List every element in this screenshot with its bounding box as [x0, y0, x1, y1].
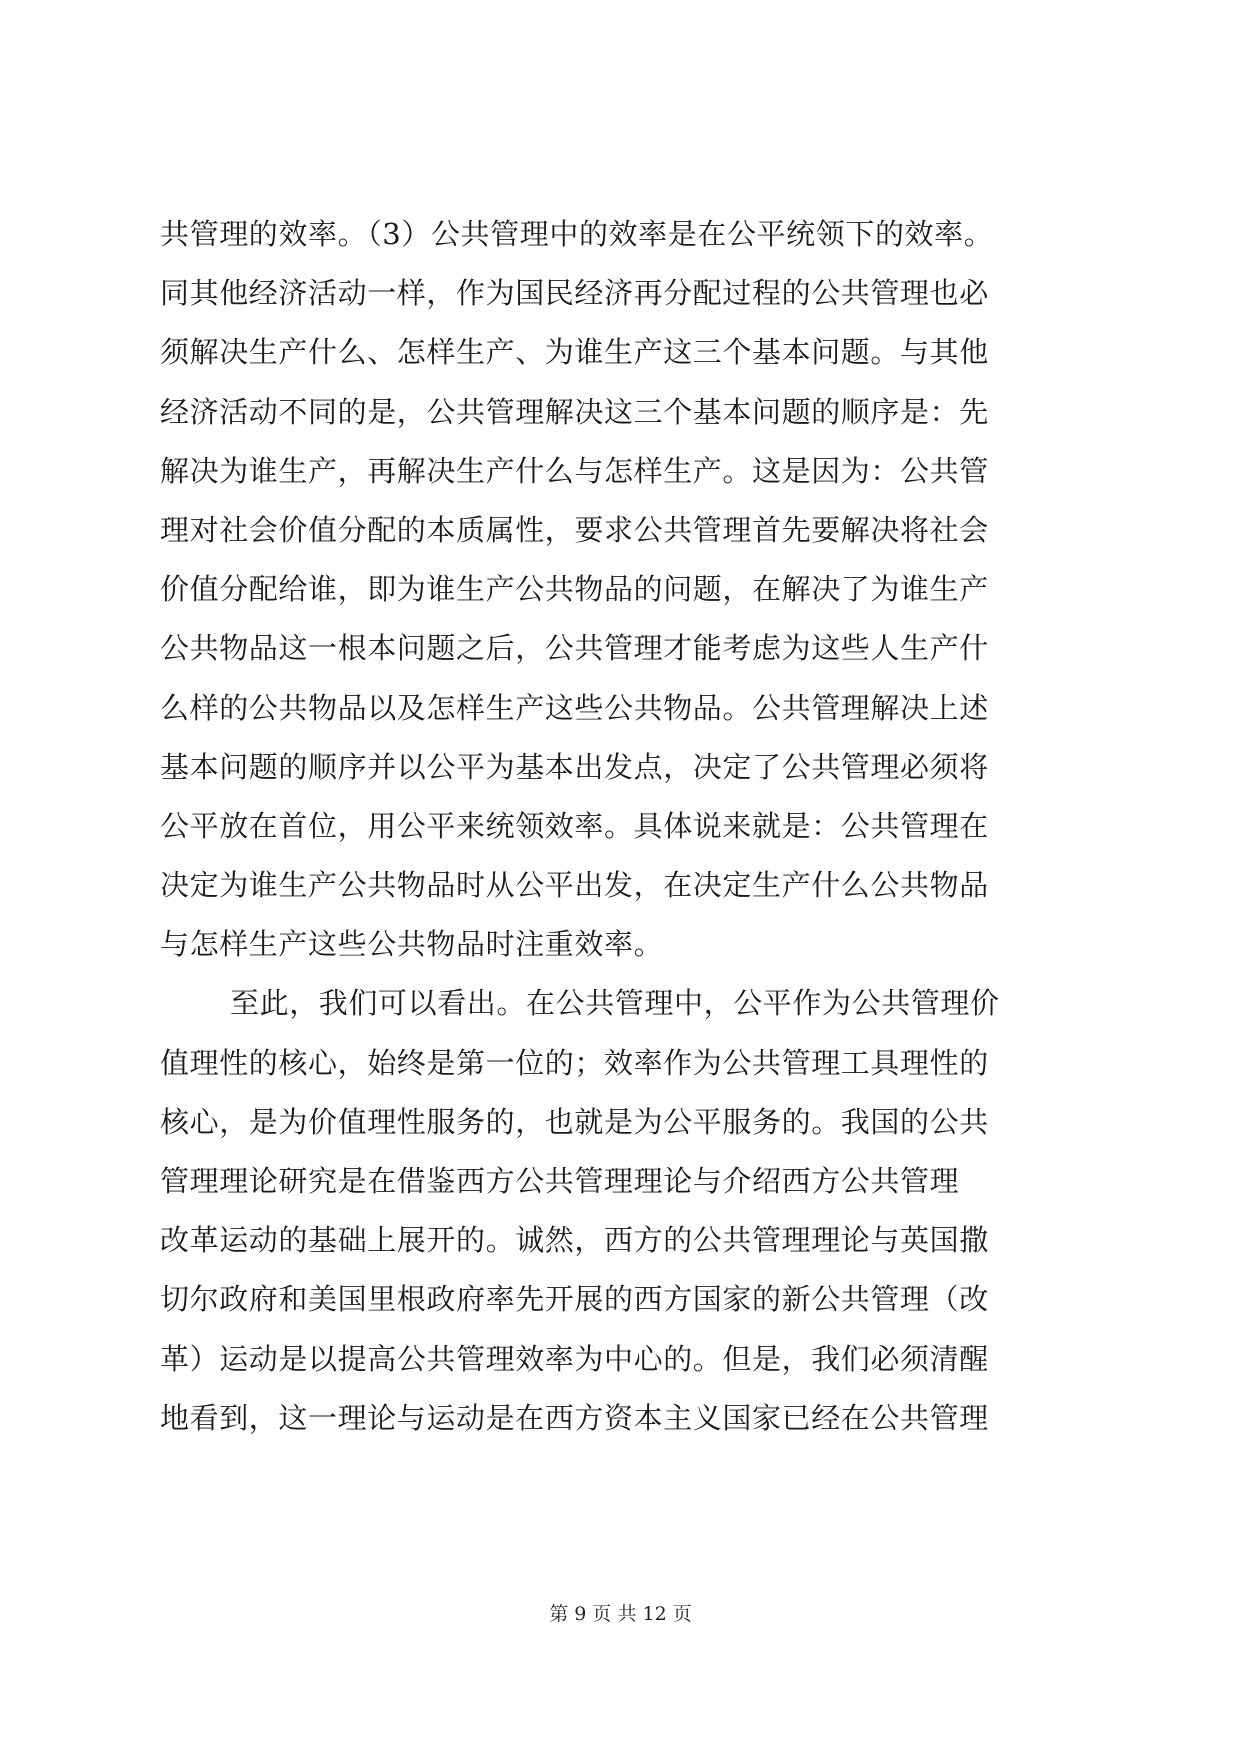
- text-line: 革）运动是以提高公共管理效率为中心的。但是，我们必须清醒: [160, 1341, 989, 1376]
- text-line: 解决为谁生产，再解决生产什么与怎样生产。这是因为：公共管: [160, 453, 989, 488]
- text-line: 价值分配给谁，即为谁生产公共物品的问题，在解决了为谁生产: [160, 572, 989, 607]
- text-line: 经济活动不同的是，公共管理解决这三个基本问题的顺序是：先: [160, 394, 989, 429]
- text-line: 共管理的效率。（3）公共管理中的效率是在公平统领下的效率。: [160, 217, 994, 251]
- paragraph-first-line: 至此，我们可以看出。在公共管理中，公平作为公共管理价: [230, 986, 1000, 1021]
- text-line: 公共物品这一根本问题之后，公共管理才能考虑为这些人生产什: [160, 631, 989, 666]
- text-line: 基本问题的顺序并以公平为基本出发点，决定了公共管理必须将: [160, 749, 989, 784]
- text-line: 理对社会价值分配的本质属性，要求公共管理首先要解决将社会: [160, 512, 989, 547]
- text-line: 核心，是为价值理性服务的，也就是为公平服务的。我国的公共: [160, 1104, 989, 1139]
- text-line: 与怎样生产这些公共物品时注重效率。: [160, 927, 664, 962]
- text-line: 么样的公共物品以及怎样生产这些公共物品。公共管理解决上述: [160, 690, 989, 725]
- text-line: 须解决生产什么、怎样生产、为谁生产这三个基本问题。与其他: [160, 335, 989, 370]
- text-line: 管理理论研究是在借鉴西方公共管理理论与介绍西方公共管理: [160, 1164, 960, 1198]
- text-line: 切尔政府和美国里根政府率先开展的西方国家的新公共管理（改: [160, 1282, 989, 1317]
- text-line: 值理性的核心，始终是第一位的；效率作为公共管理工具理性的: [160, 1045, 989, 1080]
- text-line: 地看到，这一理论与运动是在西方资本主义国家已经在公共管理: [160, 1400, 989, 1435]
- page-number-footer: 第 9 页 共 12 页: [549, 1603, 692, 1625]
- text-line: 公平放在首位，用公平来统领效率。具体说来就是：公共管理在: [160, 808, 989, 843]
- document-body: [160, 205, 1090, 1448]
- text-line: 决定为谁生产公共物品时从公平出发，在决定生产什么公共物品: [160, 868, 989, 903]
- text-line: 改革运动的基础上展开的。诚然，西方的公共管理理论与英国撒: [160, 1223, 989, 1258]
- text-line: 同其他经济活动一样，作为国民经济再分配过程的公共管理也必: [160, 276, 989, 311]
